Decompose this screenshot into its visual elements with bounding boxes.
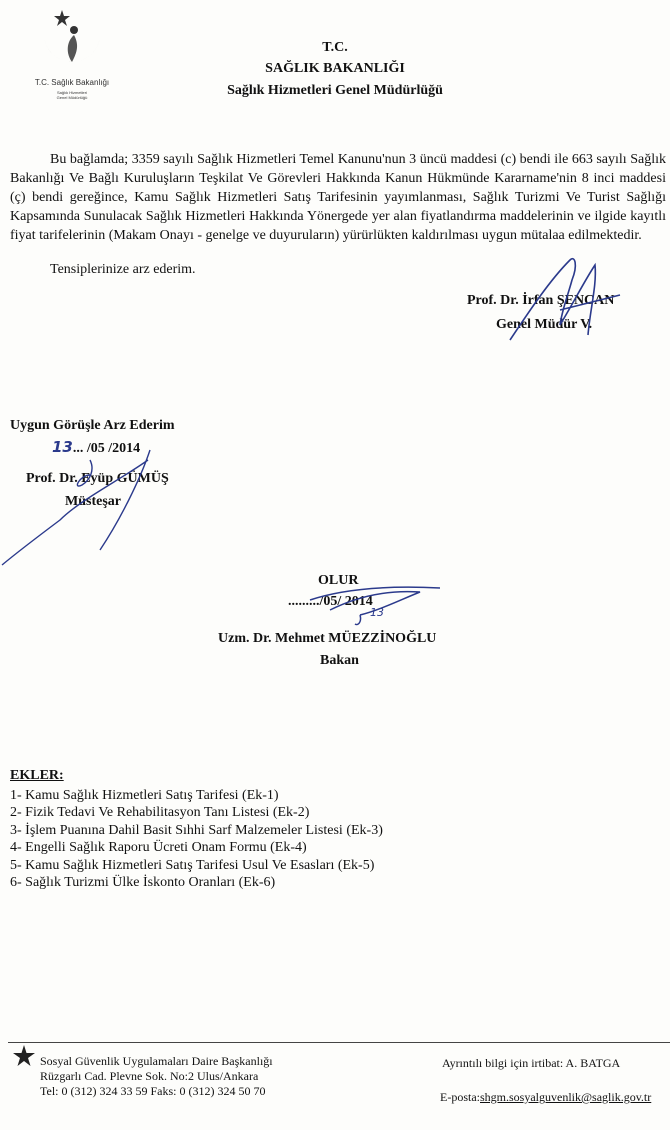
attachment-item: 4- Engelli Sağlık Raporu Ücreti Onam Formu (Ek-4): [10, 840, 307, 856]
footer-street: Rüzgarlı Cad. Plevne Sok. No:2 Ulus/Ankara: [40, 1069, 259, 1083]
logo-sub-line2: Genel Müdürlüğü: [56, 95, 88, 100]
header-ministry: SAĞLIK BAKANLIĞI: [265, 61, 405, 76]
footer-email-label: E-posta:: [440, 1090, 480, 1104]
approval-heading: Uygun Görüşle Arz Ederim: [10, 418, 175, 433]
signatory1-title: Genel Müdür V.: [496, 317, 593, 332]
approval-date-handwritten: 13: [52, 438, 73, 456]
signatory3-title: Bakan: [320, 653, 359, 668]
footer-contact: Ayrıntılı bilgi için irtibat: A. BATGA: [442, 1056, 621, 1070]
header-state: T.C.: [322, 40, 348, 55]
logo-sub-line1: Sağlık Hizmetleri: [56, 90, 87, 95]
signatory2-name: Prof. Dr. Eyüp GÜMÜŞ: [26, 471, 169, 486]
closing-line: Tensiplerinize arz ederim.: [50, 262, 196, 277]
footer-department: Sosyal Güvenlik Uygulamaları Daire Başkanlığı: [40, 1054, 273, 1068]
logo-name: T.C. Sağlık Bakanlığı: [34, 78, 110, 87]
footer-phone: Tel: 0 (312) 324 33 59 Faks: 0 (312) 324 50 70: [40, 1084, 266, 1098]
signatory2-title: Müsteşar: [65, 494, 121, 509]
approval-date: [52, 438, 140, 457]
attachment-item: 5- Kamu Sağlık Hizmetleri Satış Tarifesi Usul Ve Esasları (Ek-5): [10, 857, 375, 873]
attachment-item: 6- Sağlık Turizmi Ülke İskonto Oranları (Ek-6): [10, 875, 276, 891]
approval-date-printed: ... /05 /2014: [72, 441, 141, 456]
signatory1-name: Prof. Dr. İrfan ŞENCAN: [467, 293, 615, 308]
footer-address: [40, 1054, 273, 1099]
attachments-title: EKLER:: [10, 768, 64, 783]
attachments-list: [10, 787, 383, 891]
final-approval-date-handwritten: 13: [370, 606, 384, 619]
final-approval-heading: OLUR: [318, 573, 359, 588]
footer-email-link[interactable]: shgm.sosyalguvenlik@saglik.gov.tr: [480, 1090, 652, 1104]
footer-email-line: [440, 1090, 651, 1105]
attachment-item: 2- Fizik Tedavi Ve Rehabilitasyon Tanı Listesi (Ek-2): [10, 805, 310, 821]
footer-divider: [8, 1042, 670, 1043]
attachment-item: 3- İşlem Puanına Dahil Basit Sıhhi Sarf Malzemeler Listesi (Ek-3): [10, 822, 383, 838]
star-icon: [12, 1044, 36, 1068]
body-paragraph: Bu bağlamda; 3359 sayılı Sağlık Hizmetleri Temel Kanunu'nun 3 üncü maddesi (c) bendi ile 663 sayılı Sağlık Bakanlığı Ve Bağlı Kuruluşların Teşkilat Ve Görevleri Hakkında Kanun Hükmünde Kararname'nin 8 inci maddesi (ç) bendi gereğince, Kamu Sağlık Hizmetleri Satış Tarifesinin yayımlanması, Sağlık Turizmi Ve Turist Sağlığı Kapsamında Sunulacak Sağlık Hizmetleri Hakkında Yönergede yer alan fiyatlandırma maddelerinin ve ilgide kayıtlı fiyat tarifelerinin (Makam Onayı - genelge ve duyuruların) yürürlükten kaldırılması uygun mütalaa edilmektedir.: [10, 152, 666, 243]
signatory3-name: Uzm. Dr. Mehmet MÜEZZİNOĞLU: [218, 631, 437, 646]
attachment-item: 1- Kamu Sağlık Hizmetleri Satış Tarifesi (Ek-1): [10, 788, 279, 803]
final-approval-date: ........./05/ 2014: [288, 594, 373, 609]
header-directorate: Sağlık Hizmetleri Genel Müdürlüğü: [227, 83, 443, 98]
